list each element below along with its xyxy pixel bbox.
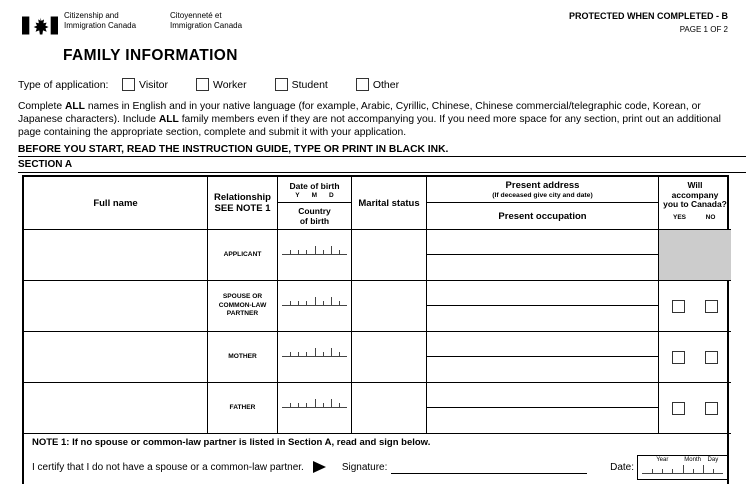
option-student: [275, 78, 328, 91]
other-checkbox[interactable]: [356, 78, 369, 91]
student-label: Student: [291, 78, 328, 91]
yes-no-labels: [664, 213, 726, 223]
signature-label: Signature:: [341, 461, 388, 473]
accompany-cell-father: [659, 382, 731, 433]
yes-label: YES: [672, 213, 686, 221]
present-occupation-field[interactable]: [427, 255, 658, 280]
relationship-cell-applicant: APPLICANT: [208, 229, 278, 280]
present-occupation-field[interactable]: [427, 306, 658, 331]
dob-country-cell-mother[interactable]: [278, 331, 352, 382]
accompany-cell-mother: [659, 331, 731, 382]
present-address-field[interactable]: [427, 383, 658, 408]
header-address-occupation: [427, 177, 659, 229]
address-cell-mother: [427, 331, 659, 382]
accompany-yes-checkbox[interactable]: [672, 300, 685, 313]
header-country-of-birth: Country of birth: [298, 206, 331, 226]
section-a-label: SECTION A: [18, 157, 746, 173]
header-date-of-birth: Date of birth: [289, 180, 340, 191]
marital-status-cell-father[interactable]: [352, 382, 427, 433]
date-entry-box[interactable]: [637, 455, 728, 480]
month-label: Month: [684, 456, 701, 463]
accompany-yes-checkbox[interactable]: [672, 402, 685, 415]
dept-en-line1: Citizenship and: [64, 11, 119, 20]
accompany-no-checkbox[interactable]: [705, 300, 718, 313]
address-cell-father: [427, 382, 659, 433]
relationship-cell-father: FATHER: [208, 382, 278, 433]
dob-country-cell-father[interactable]: [278, 382, 352, 433]
family-table: [22, 175, 729, 484]
pointer-arrow-icon: [313, 461, 326, 473]
date-of-birth-comb[interactable]: [282, 348, 347, 357]
option-other: [356, 78, 399, 91]
header-marital-status: Marital status: [352, 177, 427, 229]
form-header: [0, 0, 750, 40]
accompany-no-checkbox[interactable]: [705, 351, 718, 364]
worker-checkbox[interactable]: [196, 78, 209, 91]
accompany-yes-checkbox[interactable]: [672, 351, 685, 364]
year-label: Year: [656, 456, 669, 463]
date-of-birth-comb[interactable]: [282, 399, 347, 408]
certification-row: [24, 450, 731, 484]
header-present-occupation: Present occupation: [498, 210, 587, 222]
ymd-labels: Y M D: [295, 191, 334, 199]
student-checkbox[interactable]: [275, 78, 288, 91]
option-worker: [196, 78, 247, 91]
worker-label: Worker: [212, 78, 247, 91]
note-1-text: NOTE 1: If no spouse or common-law partner is listed in Section A, read and sign below.: [24, 433, 731, 450]
other-label: Other: [372, 78, 400, 91]
accompany-cell-spouse: [659, 280, 731, 331]
header-relationship: Relationship SEE NOTE 1: [208, 177, 278, 229]
page-number: PAGE 1 OF 2: [679, 25, 728, 34]
marital-status-cell-mother[interactable]: [352, 331, 427, 382]
full-name-cell-father[interactable]: [24, 382, 208, 433]
dept-fr-line2: Immigration Canada: [170, 20, 243, 30]
date-comb: [642, 466, 723, 474]
canada-flag-icon: [22, 16, 58, 40]
address-cell-applicant: [427, 229, 659, 280]
option-visitor: [122, 78, 168, 91]
present-address-field[interactable]: [427, 230, 658, 255]
date-of-birth-comb[interactable]: [282, 297, 347, 306]
type-of-application-row: [18, 78, 750, 91]
protection-block: [569, 11, 728, 34]
type-of-application-label: Type of application:: [18, 78, 109, 91]
header-dob-country: [278, 177, 352, 229]
certification-statement: I certify that I do not have a spouse or a common-law partner.: [32, 461, 304, 473]
full-name-cell-spouse[interactable]: [24, 280, 208, 331]
before-you-start-line: BEFORE YOU START, READ THE INSTRUCTION GUIDE, TYPE OR PRINT IN BLACK INK.: [18, 144, 746, 157]
header-present-address: Present address (If deceased give city and date): [427, 177, 658, 203]
date-label: Date:: [610, 461, 634, 473]
dept-name-english: [64, 11, 164, 30]
full-name-cell-mother[interactable]: [24, 331, 208, 382]
present-address-field[interactable]: [427, 332, 658, 357]
present-occupation-field[interactable]: [427, 357, 658, 382]
form-title: FAMILY INFORMATION: [63, 47, 238, 64]
dob-country-cell-spouse[interactable]: [278, 280, 352, 331]
address-cell-spouse: [427, 280, 659, 331]
day-label: Day: [707, 456, 719, 463]
relationship-cell-spouse: SPOUSE OR COMMON-LAW PARTNER: [208, 280, 278, 331]
present-address-field[interactable]: [427, 281, 658, 306]
dept-en-line2: Immigration Canada: [64, 20, 137, 30]
accompany-no-checkbox[interactable]: [705, 402, 718, 415]
relationship-cell-mother: MOTHER: [208, 331, 278, 382]
dept-fr-line1: Citoyenneté et: [170, 11, 222, 20]
dept-name-french: [170, 11, 270, 30]
instructions-paragraph: Complete ALL names in English and in your native language (for example, Arabic, Cyrillic, Chinese, Chinese commercial/telegraphic code, Korean, or Japanese characters). Include ALL family members even if they are not accompanying you. If you need more space for any section, print out an additional page containing the appropriate section, complete and submit it with your application.: [18, 101, 721, 138]
date-of-birth-comb[interactable]: [282, 246, 347, 255]
full-name-cell-applicant[interactable]: [24, 229, 208, 280]
dob-country-cell-applicant[interactable]: [278, 229, 352, 280]
no-label: NO: [705, 213, 716, 221]
visitor-label: Visitor: [139, 78, 168, 91]
header-full-name: Full name: [24, 177, 208, 229]
marital-status-cell-spouse[interactable]: [352, 280, 427, 331]
visitor-checkbox[interactable]: [122, 78, 135, 91]
present-occupation-field[interactable]: [427, 408, 658, 433]
signature-line[interactable]: [391, 461, 587, 474]
marital-status-cell-applicant[interactable]: [352, 229, 427, 280]
header-will-accompany: Will accompany you to Canada? YES NO: [663, 180, 727, 221]
date-box-labels: [642, 457, 723, 464]
protected-label: PROTECTED WHEN COMPLETED - B: [569, 11, 728, 21]
accompany-cell-applicant-shaded: [659, 229, 731, 280]
